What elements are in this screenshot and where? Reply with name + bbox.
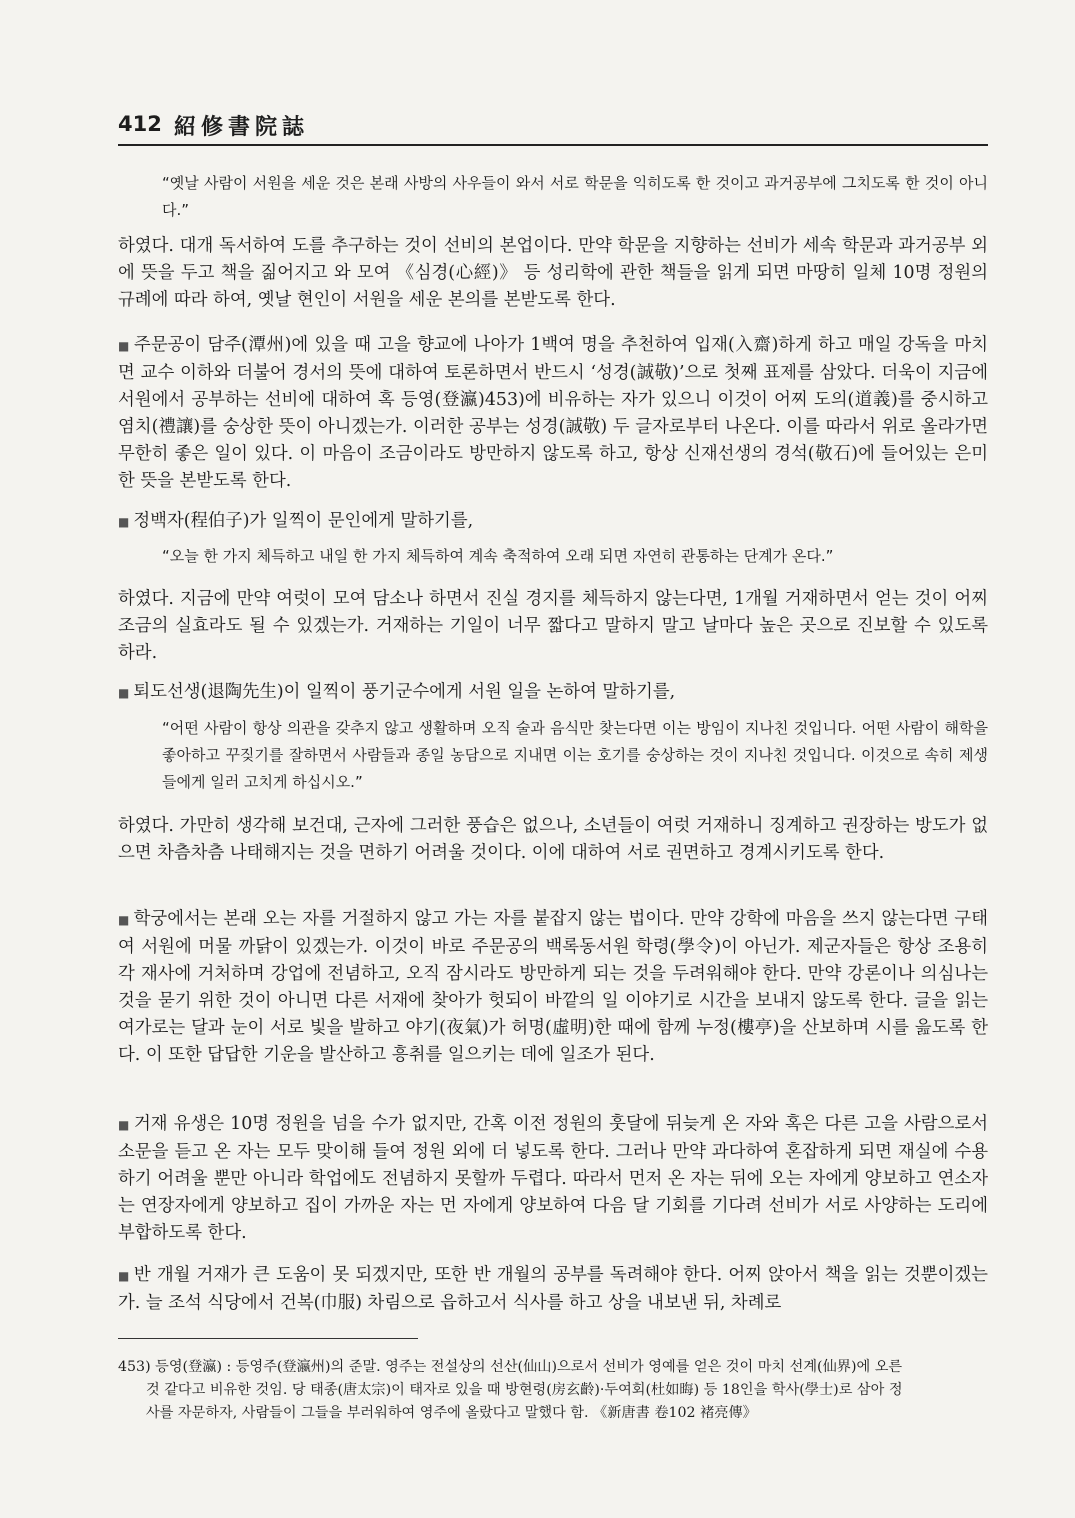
paragraph-5-text: 퇴도선생(退陶先生)이 일찍이 풍기군수에게 서원 일을 논하여 말하기를, <box>133 682 676 702</box>
paragraph-8-text: 거재 유생은 10명 정원을 넘을 수가 없지만, 간혹 이전 정원의 훗달에 뒤늦게 온 자와 혹은 다른 고을 사람으로서 소문을 듣고 온 자는 모두 맞이해 들여 정원 외에 더 넣도록 한다. 그러나 만약 과다하여 혼잡하게 되면 재실에 수용하기 어려울 뿐만 아니라 학업에도 전념하지 못할까 두렵다. 따라서 먼저 온 자는 뒤에 오는 자에게 양보하고 연소자는 연장자에게 양보하고 집이 가까운 자는 먼 자에게 양보하여 다음 달 기회를 기다려 선비가 서로 사양하는 도리에 부합하도록 한다. <box>118 1114 988 1243</box>
footnote-line-2: 것 같다고 비유한 것임. 당 태종(唐太宗)이 태자로 있을 때 방현령(房玄齡)·두여회(杜如晦) 등 18인을 학사(學士)로 삼아 정 <box>146 1382 903 1398</box>
footnote-divider <box>118 1338 418 1339</box>
footnote-453 <box>118 1356 988 1425</box>
paragraph-9-text: 반 개월 거재가 큰 도움이 못 되겠지만, 또한 반 개월의 공부를 독려해야 한다. 어찌 앉아서 책을 읽는 것뿐이겠는가. 늘 조석 식당에서 건복(巾服) 차림으로 읍하고서 식사를 하고 상을 내보낸 뒤, 차례로 <box>118 1265 988 1313</box>
footnote-line-3: 사를 자문하자, 사람들이 그들을 부러워하여 영주에 올랐다고 말했다 함. 《新唐書 卷102 褚亮傳》 <box>146 1405 757 1421</box>
paragraph-3 <box>118 508 988 536</box>
bullet-icon: ■ <box>118 339 131 353</box>
paragraph-2 <box>118 332 988 495</box>
page-header <box>118 110 988 146</box>
page-number: 412 <box>118 112 162 136</box>
paragraph-7 <box>118 906 988 1069</box>
bullet-icon: ■ <box>118 913 130 927</box>
bullet-icon: ■ <box>118 1118 130 1132</box>
bullet-icon: ■ <box>118 515 130 529</box>
paragraph-2-text: 주문공이 담주(潭州)에 있을 때 고을 향교에 나아가 1백여 명을 추천하여 입재(入齋)하게 하고 매일 강독을 마치면 교수 이하와 더불어 경서의 뜻에 대하여 토론하면서 반드시 ‘성경(誠敬)’으로 첫째 표제를 삼았다. 더욱이 지금에 서원에서 공부하는 선비에 대하여 혹 등영(登瀛)453)에 비유하는 자가 있으니 이것이 어찌 도의(道義)를 중시하고 염치(禮讓)를 숭상한 뜻이 아니겠는가. 이러한 공부는 성경(誠敬) 두 글자로부터 나온다. 이를 따라서 위로 올라가면 무한히 좋은 일이 있다. 이 마음이 조금이라도 방만하지 않도록 하고, 항상 신재선생의 경석(敬石)에 들어있는 은미한 뜻을 본받도록 한다. <box>118 335 988 491</box>
paragraph-4: 하였다. 지금에 만약 여럿이 모여 담소나 하면서 진실 경지를 체득하지 않는다면, 1개월 거재하면서 얻는 것이 어찌 조금의 실효라도 될 수 있겠는가. 거재하는 기일이 너무 짧다고 말하지 말고 날마다 높은 곳으로 진보할 수 있도록 하라. <box>118 589 988 663</box>
paragraph-9 <box>118 1262 988 1317</box>
quote-3: “어떤 사람이 항상 의관을 갖추지 않고 생활하며 오직 술과 음식만 찾는다면 이는 방임이 지나친 것입니다. 어떤 사람이 해학을 좋아하고 꾸짖기를 잘하면서 사람들과 종일 농담으로 지내면 이는 호기를 숭상하는 것이 지나친 것입니다. 이것으로 속히 제생들에게 일러 고치게 하십시오.” <box>162 719 988 791</box>
quote-2: “오늘 한 가지 체득하고 내일 한 가지 체득하여 계속 축적하여 오래 되면 자연히 관통하는 단계가 온다.” <box>162 547 834 565</box>
book-title: 紹修書院誌 <box>174 114 310 140</box>
quote-1: “옛날 사람이 서원을 세운 것은 본래 사방의 사우들이 와서 서로 학문을 익히도록 한 것이고 과거공부에 그치도록 한 것이 아니다.” <box>162 174 988 219</box>
paragraph-6: 하였다. 가만히 생각해 보건대, 근자에 그러한 풍습은 없으나, 소년들이 여럿 거재하니 징계하고 권장하는 방도가 없으면 차츰차츰 나태해지는 것을 면하기 어려울 것이다. 이에 대하여 서로 권면하고 경계시키도록 한다. <box>118 816 988 863</box>
paragraph-8 <box>118 1111 988 1247</box>
paragraph-3-text: 정백자(程伯子)가 일찍이 문인에게 말하기를, <box>133 511 474 531</box>
footnote-line-1: 453) 등영(登瀛) : 등영주(登瀛州)의 준말. 영주는 전설상의 선산(仙山)으로서 선비가 영예를 얻은 것이 마치 선계(仙界)에 오른 <box>118 1359 903 1375</box>
paragraph-5 <box>118 679 988 707</box>
paragraph-7-text: 학궁에서는 본래 오는 자를 거절하지 않고 가는 자를 붙잡지 않는 법이다. 만약 강학에 마음을 쓰지 않는다면 구태여 서원에 머물 까닭이 있겠는가. 이것이 바로 주문공의 백록동서원 학령(學令)이 아닌가. 제군자들은 항상 조용히 각 재사에 거처하며 강업에 전념하고, 오직 잠시라도 방만하게 되는 것을 두려워해야 한다. 만약 강론이나 의심나는 것을 묻기 위한 것이 아니면 다른 서재에 찾아가 헛되이 바깥의 일 이야기로 시간을 보내지 않도록 한다. 글을 읽는 여가로는 달과 눈이 서로 빛을 발하고 야기(夜氣)가 허명(虛明)한 때에 함께 누정(樓亭)을 산보하며 시를 읊도록 한다. 이 또한 답답한 기운을 발산하고 흥취를 일으키는 데에 일조가 된다. <box>118 909 989 1065</box>
bullet-icon: ■ <box>118 686 130 700</box>
paragraph-1: 하였다. 대개 독서하여 도를 추구하는 것이 선비의 본업이다. 만약 학문을 지향하는 선비가 세속 학문과 과거공부 외에 뜻을 두고 책을 짊어지고 와 모여 《심경(心經)》 등 성리학에 관한 책들을 읽게 되면 마땅히 일체 10명 정원의 규례에 따라 하여, 옛날 현인이 서원을 세운 본의를 본받도록 한다. <box>118 236 988 310</box>
bullet-icon: ■ <box>118 1269 130 1283</box>
